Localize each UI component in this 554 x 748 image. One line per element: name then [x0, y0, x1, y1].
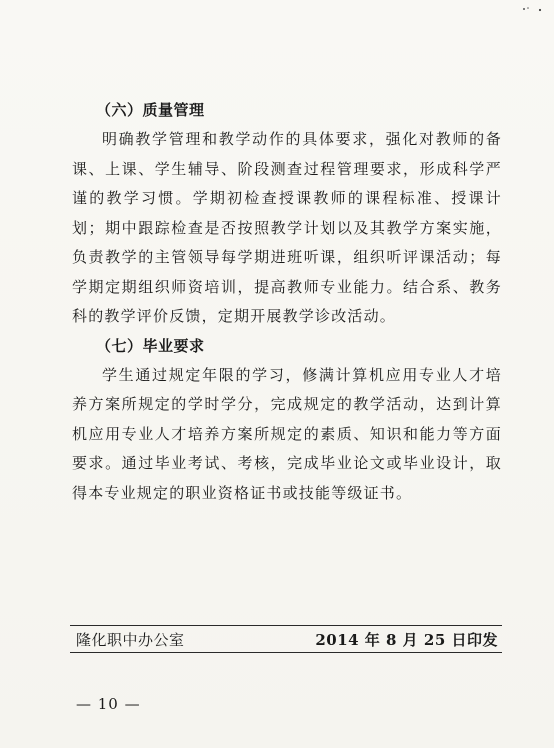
- section-heading-graduation-requirements: （七）毕业要求: [96, 336, 205, 355]
- section-paragraph-graduation-requirements: 学生通过规定年限的学习，修满计算机应用专业人才培养方案所规定的学时学分，完成规定的教学活动，达到计算机应用专业人才培养方案所规定的素质、知识和能力等方面要求。通过毕业考试、考核，完成毕业论文或毕业设计，取得本专业规定的职业资格证书或技能等级证书。: [72, 365, 502, 502]
- footer-rule-top: [70, 625, 502, 626]
- document-body: [72, 96, 502, 508]
- footer-rule-bottom: [70, 652, 502, 653]
- scan-speck-mark: [520, 4, 544, 14]
- section-heading-quality-management: （六）质量管理: [96, 101, 205, 119]
- footer-date: 2014 年 8 月 25 日印发: [315, 631, 498, 649]
- page-number: — 10 —: [76, 695, 141, 713]
- footer-issuer: 隆化职中办公室: [76, 631, 185, 649]
- section-paragraph-quality-management: 明确教学管理和教学动作的具体要求，强化对教师的备课、上课、学生辅导、阶段测查过程管理要求，形成科学严谨的教学习惯。学期初检查授课教师的课程标准、授课计划；期中跟踪检查是否按照教学计划以及其教学方案实施，负责教学的主管领导每学期进班听课，组织听评课活动；每学期定期组织师资培训，提高教师专业能力。结合系、教务科的教学评价反馈，定期开展教学诊改活动。: [72, 130, 502, 325]
